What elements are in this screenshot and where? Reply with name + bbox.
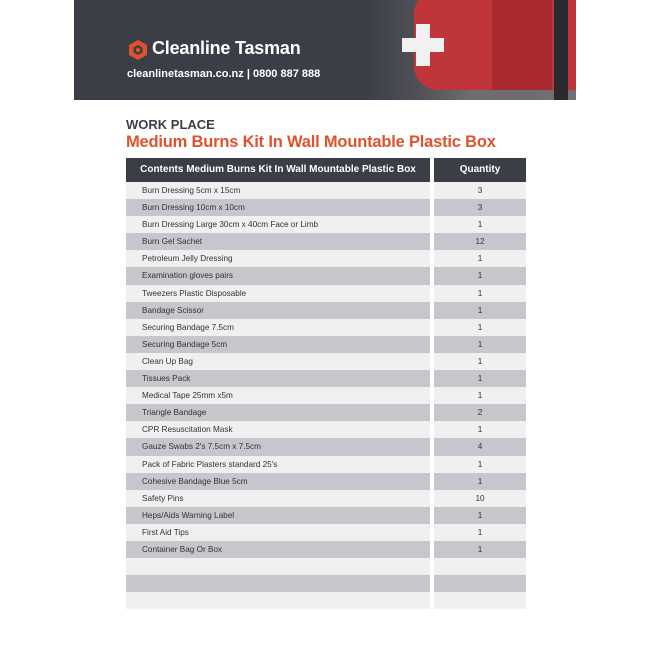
table-row xyxy=(126,250,526,267)
bag-strap xyxy=(554,0,568,100)
table-row xyxy=(126,216,526,233)
quantity-cell: 10 xyxy=(434,490,526,507)
table-row xyxy=(126,353,526,370)
table-row xyxy=(126,507,526,524)
quantity-cell: 1 xyxy=(434,456,526,473)
item-name-cell: Examination gloves pairs xyxy=(126,267,430,284)
table-row xyxy=(126,456,526,473)
item-name-cell: Medical Tape 25mm x5m xyxy=(126,387,430,404)
item-name-cell xyxy=(126,592,430,609)
table-row xyxy=(126,302,526,319)
contents-table xyxy=(126,158,526,609)
table-row xyxy=(126,490,526,507)
table-row xyxy=(126,319,526,336)
quantity-cell: 1 xyxy=(434,336,526,353)
table-row xyxy=(126,421,526,438)
quantity-cell: 1 xyxy=(434,507,526,524)
table-row xyxy=(126,575,526,592)
quantity-cell: 1 xyxy=(434,387,526,404)
cleanline-hexagon-logo-icon xyxy=(127,39,149,61)
item-name-cell: Tweezers Plastic Disposable xyxy=(126,285,430,302)
quantity-cell: 1 xyxy=(434,285,526,302)
item-name-cell: Triangle Bandage xyxy=(126,404,430,421)
item-name-cell: Securing Bandage 5cm xyxy=(126,336,430,353)
item-name-cell: Petroleum Jelly Dressing xyxy=(126,250,430,267)
quantity-cell: 1 xyxy=(434,267,526,284)
table-row xyxy=(126,199,526,216)
table-row xyxy=(126,336,526,353)
category-kicker: WORK PLACE xyxy=(126,117,215,132)
brand-name: Cleanline Tasman xyxy=(152,38,301,58)
table-row xyxy=(126,473,526,490)
item-name-cell: Bandage Scissor xyxy=(126,302,430,319)
quantity-cell: 1 xyxy=(434,541,526,558)
quantity-cell xyxy=(434,558,526,575)
item-name-cell: Burn Dressing 5cm x 15cm xyxy=(126,182,430,199)
table-row xyxy=(126,592,526,609)
table-row xyxy=(126,541,526,558)
quantity-cell xyxy=(434,575,526,592)
item-name-cell xyxy=(126,575,430,592)
item-name-cell: Clean Up Bag xyxy=(126,353,430,370)
contents-column-header: Contents Medium Burns Kit In Wall Mountable Plastic Box xyxy=(126,158,430,182)
quantity-cell: 1 xyxy=(434,319,526,336)
quantity-cell: 2 xyxy=(434,404,526,421)
item-name-cell: Container Bag Or Box xyxy=(126,541,430,558)
quantity-cell xyxy=(434,592,526,609)
quantity-cell: 3 xyxy=(434,199,526,216)
item-name-cell: Safety Pins xyxy=(126,490,430,507)
header-banner xyxy=(74,0,576,100)
table-row xyxy=(126,267,526,284)
item-name-cell: Tissues Pack xyxy=(126,370,430,387)
item-name-cell: Heps/Aids Warning Label xyxy=(126,507,430,524)
quantity-cell: 12 xyxy=(434,233,526,250)
item-name-cell: Securing Bandage 7.5cm xyxy=(126,319,430,336)
quantity-cell: 1 xyxy=(434,302,526,319)
table-row xyxy=(126,285,526,302)
table-row xyxy=(126,404,526,421)
item-name-cell: CPR Resuscitation Mask xyxy=(126,421,430,438)
product-title: Medium Burns Kit In Wall Mountable Plastic Box xyxy=(126,133,496,151)
quantity-cell: 1 xyxy=(434,370,526,387)
quantity-cell: 4 xyxy=(434,438,526,455)
item-name-cell xyxy=(126,558,430,575)
table-row xyxy=(126,370,526,387)
quantity-cell: 1 xyxy=(434,421,526,438)
quantity-cell: 1 xyxy=(434,473,526,490)
item-name-cell: Pack of Fabric Plasters standard 25's xyxy=(126,456,430,473)
table-body xyxy=(126,182,526,609)
quantity-cell: 1 xyxy=(434,216,526,233)
table-header xyxy=(126,158,526,182)
white-cross-icon-bar xyxy=(402,38,444,52)
table-row xyxy=(126,387,526,404)
item-name-cell: First Aid Tips xyxy=(126,524,430,541)
quantity-cell: 1 xyxy=(434,353,526,370)
item-name-cell: Gauze Swabs 2's 7.5cm x 7.5cm xyxy=(126,438,430,455)
first-aid-bag-flap xyxy=(492,0,552,90)
contact-line: cleanlinetasman.co.nz | 0800 887 888 xyxy=(127,68,321,80)
quantity-column-header: Quantity xyxy=(434,158,526,182)
item-name-cell: Burn Dressing 10cm x 10cm xyxy=(126,199,430,216)
product-sheet xyxy=(74,0,576,650)
quantity-cell: 1 xyxy=(434,524,526,541)
table-row xyxy=(126,438,526,455)
quantity-cell: 1 xyxy=(434,250,526,267)
item-name-cell: Cohesive Bandage Blue 5cm xyxy=(126,473,430,490)
table-row xyxy=(126,558,526,575)
table-row xyxy=(126,182,526,199)
table-row xyxy=(126,524,526,541)
table-row xyxy=(126,233,526,250)
item-name-cell: Burn Dressing Large 30cm x 40cm Face or Limb xyxy=(126,216,430,233)
quantity-cell: 3 xyxy=(434,182,526,199)
item-name-cell: Burn Gel Sachet xyxy=(126,233,430,250)
